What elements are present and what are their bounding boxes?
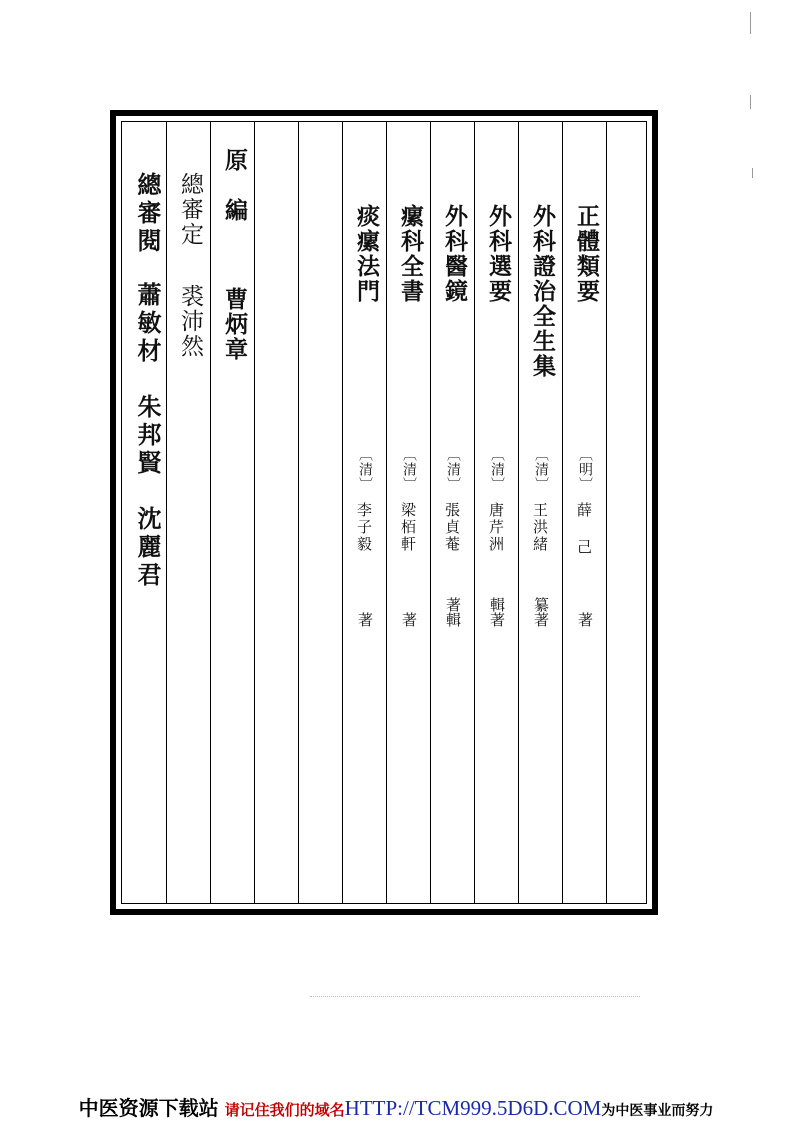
scan-artifact [310, 996, 640, 997]
footer-reminder: 请记住我们的域名 [224, 1101, 345, 1119]
work-role: 著輯 [444, 597, 462, 627]
work-era: 〔清〕 [489, 447, 505, 492]
work-era: 〔清〕 [401, 447, 417, 492]
work-role: 著 [400, 612, 418, 627]
work-author: 梁栢軒 [399, 502, 417, 553]
proofreaders-names: 蕭敏材 朱邦賢 沈麗君 [133, 282, 162, 590]
footer-slogan: 为中医事业而努力 [601, 1103, 714, 1119]
work-role: 著 [356, 612, 374, 627]
work-role: 著 [576, 612, 594, 627]
work-role: 纂著 [532, 597, 550, 627]
work-title: 外科證治全生集 [529, 204, 556, 379]
column-rule [606, 122, 607, 903]
editor-name: 曹炳章 [221, 287, 248, 362]
work-author: 張貞菴 [443, 502, 461, 553]
column-grid [121, 121, 647, 904]
site-footer [0, 1092, 792, 1118]
column-rule [298, 122, 299, 903]
work-author: 王洪緒 [531, 502, 549, 553]
column-rule [210, 122, 211, 903]
page-frame [110, 110, 658, 915]
column-rule [342, 122, 343, 903]
work-author: 薛 己 [575, 502, 593, 556]
scan-artifact [750, 12, 751, 34]
footer-site-name: 中医资源下载站 [78, 1096, 219, 1120]
work-title: 瘰科全書 [397, 204, 424, 304]
column-rule [518, 122, 519, 903]
proofreaders-label: 總審閱 [133, 172, 162, 256]
column-rule [166, 122, 167, 903]
work-role: 輯著 [488, 597, 506, 627]
work-author: 唐芹洲 [487, 502, 505, 553]
work-author: 李子毅 [355, 502, 373, 553]
column-rule [562, 122, 563, 903]
work-era: 〔明〕 [577, 447, 593, 492]
scan-artifact [752, 168, 753, 178]
column-rule [474, 122, 475, 903]
column-rule [386, 122, 387, 903]
work-title: 外科醫鏡 [441, 204, 468, 304]
column-rule [254, 122, 255, 903]
work-title: 外科選要 [485, 204, 512, 304]
column-rule [430, 122, 431, 903]
scan-artifact [750, 95, 751, 109]
work-era: 〔清〕 [445, 447, 461, 492]
footer-url-link[interactable]: HTTP://TCM999.5D6D.COM [344, 1096, 602, 1120]
work-era: 〔清〕 [357, 447, 373, 492]
editor-label: 原 編 [221, 148, 248, 223]
work-title: 正體類要 [573, 204, 600, 304]
work-era: 〔清〕 [533, 447, 549, 492]
reviewer-name: 裘沛然 [177, 284, 203, 359]
work-title: 痰瘰法門 [353, 204, 380, 304]
reviewer-label: 總審定 [177, 172, 203, 247]
